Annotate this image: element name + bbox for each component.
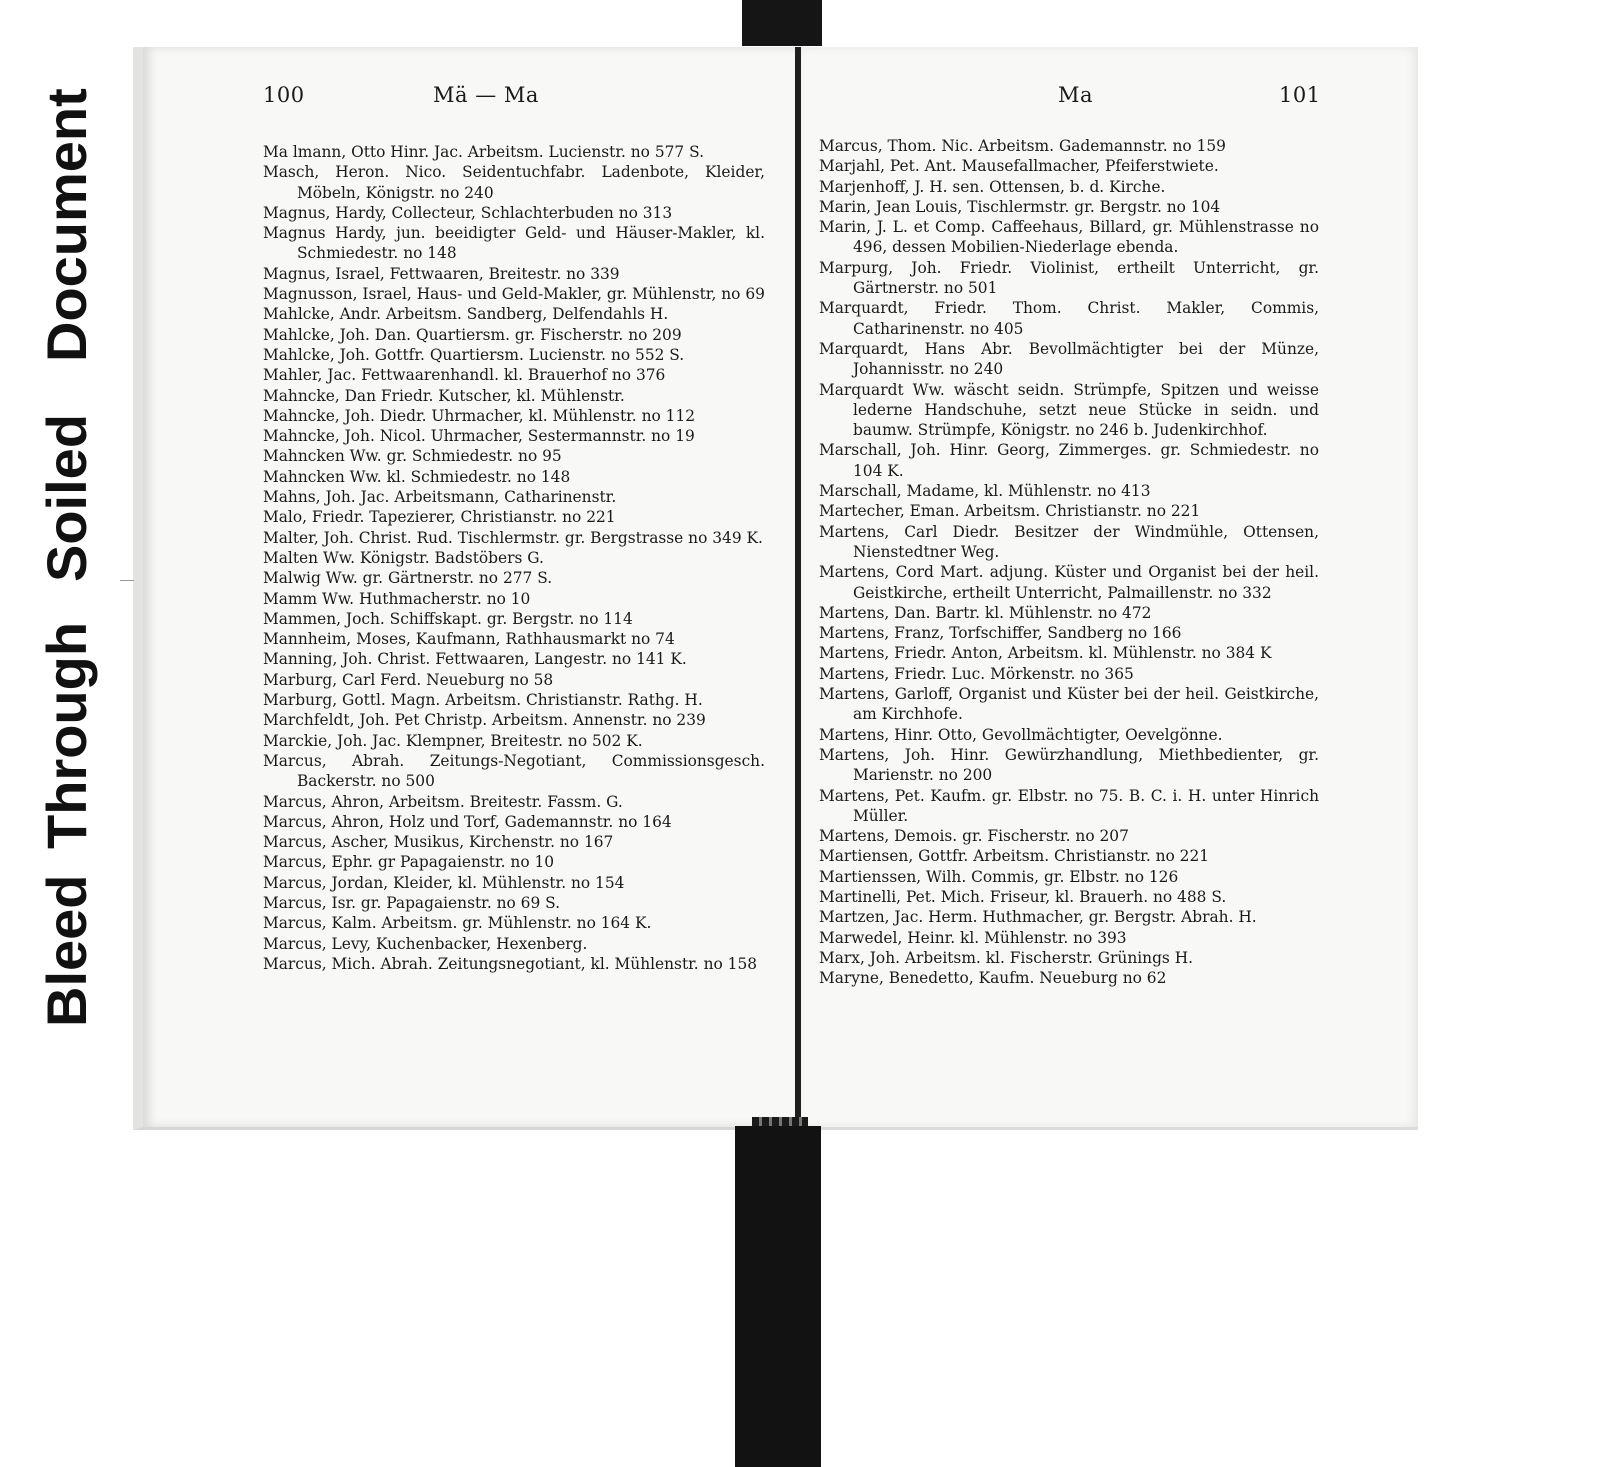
left-entry-list <box>263 142 765 974</box>
directory-entry: Martens, Franz, Torfschiffer, Sandberg no 166 <box>819 624 1182 643</box>
directory-entry: Marburg, Carl Ferd. Neueburg no 58 <box>263 670 554 689</box>
directory-entry: Mahler, Jac. Fettwaarenhandl. kl. Brauerhof no 376 <box>263 366 666 385</box>
directory-entry: Mahncken Ww. gr. Schmiedestr. no 95 <box>263 447 562 466</box>
directory-entry: Marcus, Thom. Nic. Arbeitsm. Gademannstr. no 159 <box>819 137 1226 155</box>
directory-entry: Marwedel, Heinr. kl. Mühlenstr. no 393 <box>819 928 1127 947</box>
directory-entry: Marjenhoff, J. H. sen. Ottensen, b. d. Kirche. <box>819 177 1166 196</box>
left-page-number: 100 <box>263 83 305 107</box>
directory-entry: Marcus, Ahron, Holz und Torf, Gademannstr. no 164 <box>263 812 672 831</box>
directory-entry: Mahncke, Joh. Diedr. Uhrmacher, kl. Mühlenstr. no 112 <box>263 406 696 425</box>
binding-clip-bottom <box>735 1126 821 1467</box>
directory-entry: Manning, Joh. Christ. Fettwaaren, Langestr. no 141 K. <box>263 650 687 669</box>
directory-entry: Malo, Friedr. Tapezierer, Christianstr. no 221 <box>263 508 616 527</box>
directory-entry: Marburg, Gottl. Magn. Arbeitsm. Christianstr. Rathg. H. <box>263 691 703 710</box>
directory-entry: Mahncke, Joh. Nicol. Uhrmacher, Sestermannstr. no 19 <box>263 427 695 446</box>
directory-entry: Martinelli, Pet. Mich. Friseur, kl. Brauerh. no 488 S. <box>819 887 1227 906</box>
directory-entry: Magnus Hardy, jun. beeidigter Geld- und Häuser-Makler, kl. Schmiedestr. no 148 <box>263 224 765 263</box>
directory-entry: Marcus, Mich. Abrah. Zeitungsnegotiant, kl. Mühlenstr. no 158 <box>263 954 758 973</box>
directory-entry: Martecher, Eman. Arbeitsm. Christianstr. no 221 <box>819 502 1201 521</box>
directory-entry: Malten Ww. Königstr. Badstöbers G. <box>263 548 544 567</box>
directory-entry: Marcus, Levy, Kuchenbacker, Hexenberg. <box>263 934 588 953</box>
directory-entry: Martzen, Jac. Herm. Huthmacher, gr. Bergstr. Abrah. H. <box>819 908 1257 927</box>
directory-entry: Martens, Dan. Bartr. kl. Mühlenstr. no 472 <box>819 603 1152 622</box>
directory-entry: Marx, Joh. Arbeitsm. kl. Fischerstr. Grünings H. <box>819 948 1194 967</box>
directory-entry: Marchfeldt, Joh. Pet Christp. Arbeitsm. Annenstr. no 239 <box>263 711 706 730</box>
stamp-graphic <box>8 52 120 1052</box>
directory-entry: Mannheim, Moses, Kaufmann, Rathhausmarkt no 74 <box>263 630 675 649</box>
directory-entry: Martens, Garloff, Organist und Küster bei der heil. Geistkirche, am Kirchhofe. <box>819 685 1319 724</box>
directory-entry: Marcus, Ahron, Arbeitsm. Breitestr. Fassm. G. <box>263 792 623 811</box>
directory-entry: Marcus, Abrah. Zeitungs-Negotiant, Commissionsgesch. Backerstr. no 500 <box>263 751 765 791</box>
directory-entry: Mamm Ww. Huthmacherstr. no 10 <box>263 589 531 608</box>
directory-entry: Mahns, Joh. Jac. Arbeitsmann, Catharinenstr. <box>263 488 617 507</box>
directory-entry: Mahlcke, Andr. Arbeitsm. Sandberg, Delfendahls H. <box>263 305 669 324</box>
bleed-through-stamp <box>8 52 120 1052</box>
directory-entry: Malter, Joh. Christ. Rud. Tischlermstr. gr. Bergstrasse no 349 K. <box>263 528 763 547</box>
directory-entry: Martens, Friedr. Luc. Mörkenstr. no 365 <box>819 664 1134 683</box>
directory-entry: Marcus, Jordan, Kleider, kl. Mühlenstr. no 154 <box>263 873 625 892</box>
directory-entry: Masch, Heron. Nico. Seidentuchfabr. Ladenbote, Kleider, Möbeln, Königstr. no 240 <box>263 163 765 202</box>
directory-entry: Martienssen, Wilh. Commis, gr. Elbstr. no 126 <box>819 867 1179 886</box>
directory-entry: Malwig Ww. gr. Gärtnerstr. no 277 S. <box>263 569 553 588</box>
directory-entry: Marschall, Joh. Hinr. Georg, Zimmerges. gr. Schmiedestr. no 104 K. <box>819 441 1319 480</box>
directory-entry: Marcus, Ascher, Musikus, Kirchenstr. no 167 <box>263 833 614 852</box>
directory-entry: Magnus, Hardy, Collecteur, Schlachterbuden no 313 <box>263 203 673 222</box>
right-page-header: Ma <box>1058 83 1094 107</box>
right-page-number: 101 <box>1279 83 1321 107</box>
directory-entry: Marin, J. L. et Comp. Caffeehaus, Billard, gr. Mühlenstrasse no 496, dessen Mobilien-Niederlage ebenda. <box>819 218 1319 257</box>
open-book <box>133 47 1418 1127</box>
margin-tick-mark <box>120 580 134 581</box>
directory-entry: Magnus, Israel, Fettwaaren, Breitestr. no 339 <box>263 264 620 283</box>
directory-entry: Marschall, Madame, kl. Mühlenstr. no 413 <box>819 482 1151 501</box>
directory-entry: Mahlcke, Joh. Dan. Quartiersm. gr. Fischerstr. no 209 <box>263 325 682 344</box>
directory-entry: Marcus, Ephr. gr Papagaienstr. no 10 <box>263 853 555 872</box>
directory-entry: Marquardt Ww. wäscht seidn. Strümpfe, Spitzen und weisse lederne Handschuhe, setzt neue Stücke in seidn. und baumw. Strümpfe, Königstr. no 246 b. Judenkirchhof. <box>819 380 1319 440</box>
left-page <box>133 47 805 1130</box>
directory-entry: Martens, Cord Mart. adjung. Küster und Organist bei der heil. Geistkirche, ertheilt Unterricht, Palmaillenstr. no 332 <box>819 563 1319 602</box>
directory-entry: Martens, Joh. Hinr. Gewürzhandlung, Miethbedienter, gr. Marienstr. no 200 <box>819 745 1319 785</box>
stamp-word-through: Through <box>35 621 98 849</box>
left-page-header: Mä — Ma <box>433 83 539 107</box>
right-page <box>801 47 1418 1130</box>
directory-entry: Martiensen, Gottfr. Arbeitsm. Christianstr. no 221 <box>819 847 1210 866</box>
directory-entry: Marcus, Isr. gr. Papagaienstr. no 69 S. <box>263 893 561 912</box>
directory-entry: Ma lmann, Otto Hinr. Jac. Arbeitsm. Lucienstr. no 577 S. <box>263 143 704 161</box>
directory-entry: Marcus, Kalm. Arbeitsm. gr. Mühlenstr. no 164 K. <box>263 914 652 933</box>
directory-entry: Marjahl, Pet. Ant. Mausefallmacher, Pfeiferstwiete. <box>819 157 1219 176</box>
directory-entry: Mahlcke, Joh. Gottfr. Quartiersm. Lucienstr. no 552 S. <box>263 345 685 364</box>
directory-entry: Mahncke, Dan Friedr. Kutscher, kl. Mühlenstr. <box>263 386 625 405</box>
directory-entry: Marquardt, Friedr. Thom. Christ. Makler, Commis, Catharinenstr. no 405 <box>819 299 1319 338</box>
directory-entry: Mahncken Ww. kl. Schmiedestr. no 148 <box>263 467 571 486</box>
directory-entry: Mammen, Joch. Schiffskapt. gr. Bergstr. no 114 <box>263 609 633 628</box>
binding-clip-top <box>742 0 822 46</box>
stamp-word-bleed: Bleed <box>35 874 98 1027</box>
directory-entry: Marckie, Joh. Jac. Klempner, Breitestr. no 502 K. <box>263 731 643 750</box>
directory-entry: Magnusson, Israel, Haus- und Geld-Makler, gr. Mühlenstr, no 69 <box>263 285 765 304</box>
directory-entry: Martens, Friedr. Anton, Arbeitsm. kl. Mühlenstr. no 384 K <box>819 644 1272 663</box>
directory-entry: Maryne, Benedetto, Kaufm. Neueburg no 62 <box>819 969 1167 988</box>
directory-entry: Marpurg, Joh. Friedr. Violinist, ertheilt Unterricht, gr. Gärtnerstr. no 501 <box>819 258 1319 298</box>
right-entry-list <box>819 136 1319 988</box>
directory-entry: Marquardt, Hans Abr. Bevollmächtigter bei der Münze, Johannisstr. no 240 <box>819 339 1319 379</box>
directory-entry: Marin, Jean Louis, Tischlermstr. gr. Bergstr. no 104 <box>819 197 1221 216</box>
directory-entry: Martens, Demois. gr. Fischerstr. no 207 <box>819 827 1129 846</box>
stamp-word-soiled: Soiled <box>35 413 98 582</box>
directory-entry: Martens, Hinr. Otto, Gevollmächtigter, Oevelgönne. <box>819 725 1223 744</box>
directory-entry: Martens, Carl Diedr. Besitzer der Windmühle, Ottensen, Nienstedtner Weg. <box>819 522 1319 561</box>
stamp-word-document: Document <box>35 88 98 362</box>
directory-entry: Martens, Pet. Kaufm. gr. Elbstr. no 75. B. C. i. H. unter Hinrich Müller. <box>819 786 1319 825</box>
